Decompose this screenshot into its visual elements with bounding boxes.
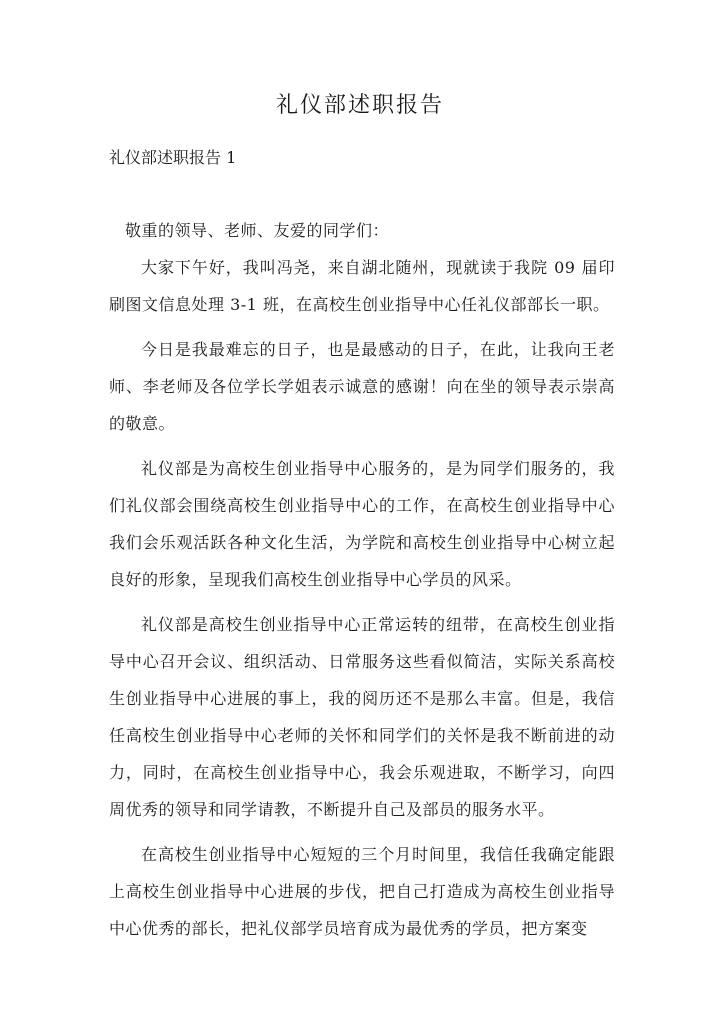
body-paragraph: 礼仪部是高校生创业指导中心正常运转的纽带，在高校生创业指导中心召开会议、组织活动、日常服务这些看似简洁，实际关系高校生创业指导中心进展的事上，我的阅历还不是那么丰富。但是，我信任高校生创业指导中心老师的关怀和同学们的关怀是我不断前进的动力，同时，在高校生创业指导中心，我会乐观进取，不断学习，向四周优秀的领导和同学请教，不断提升自己及部员的服务水平。 — [109, 615, 615, 819]
document-title: 礼仪部述职报告 — [275, 93, 444, 118]
body-paragraph: 大家下午好，我叫冯尧，来自湖北随州，现就读于我院 09 届印刷图文信息处理 3-1 班，在高校生创业指导中心任礼仪部部长一职。 — [109, 258, 615, 314]
salutation-paragraph: 敬重的领导、老师、友爱的同学们： — [125, 221, 390, 240]
body-paragraph: 在高校生创业指导中心短短的三个月时间里，我信任我确定能跟上高校生创业指导中心进展的步伐，把自己打造成为高校生创业指导中心优秀的部长，把礼仪部学员培育成为最优秀的学员，把方案变 — [109, 845, 615, 938]
document-body — [109, 212, 615, 955]
body-paragraph: 今日是我最难忘的日子，也是最感动的日子，在此，让我向王老师、李老师及各位学长学姐表示诚意的感谢！向在坐的领导表示崇高的敬意。 — [109, 340, 615, 433]
body-paragraph: 礼仪部是为高校生创业指导中心服务的，是为同学们服务的，我们礼仪部会围绕高校生创业指导中心的工作，在高校生创业指导中心我们会乐观活跃各种文化生活，为学院和高校生创业指导中心树立起良好的形象，呈现我们高校生创业指导中心学员的风采。 — [109, 459, 615, 589]
document-subtitle: 礼仪部述职报告 1 — [109, 148, 237, 167]
